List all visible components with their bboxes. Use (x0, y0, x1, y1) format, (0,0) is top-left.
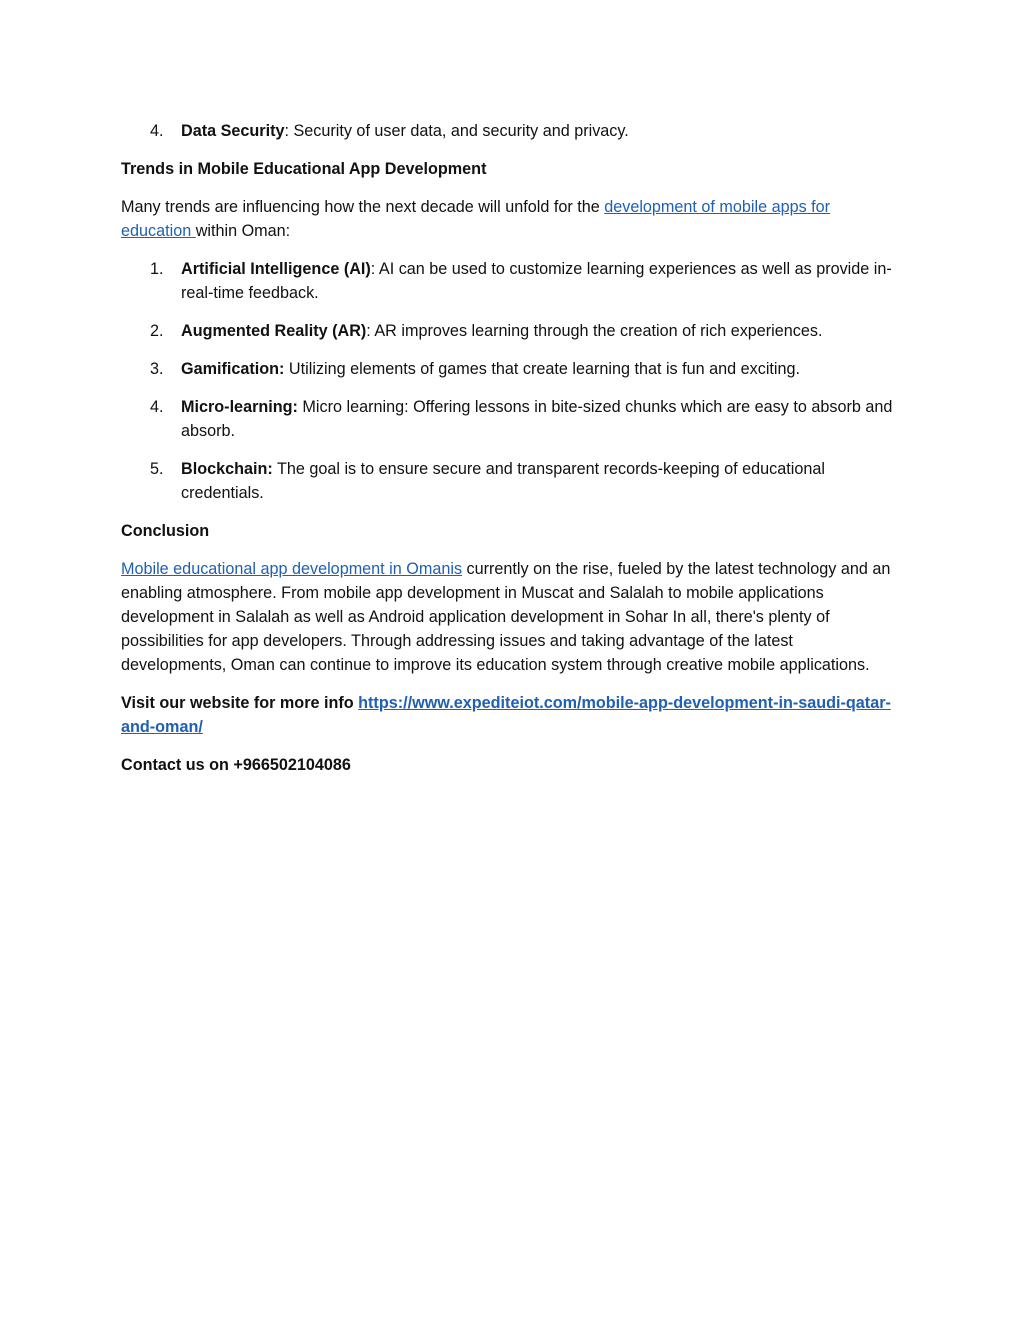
list-text: : AI can be used to customize learning experiences as well as provide in-real-time feedback. (181, 260, 892, 302)
trends-list (121, 257, 896, 505)
security-list (121, 119, 896, 143)
visit-label: Visit our website for more info (121, 694, 359, 712)
conclusion-text: currently on the rise, fueled by the latest technology and an enabling atmosphere. From mobile app development in Muscat and Salalah to mobile applications development in Salalah as well as Android application development in Sohar In all, there's plenty of possibilities for app developers. Through addressing issues and taking advantage of the latest developments, Oman can continue to improve its education system through creative mobile applications. (121, 560, 891, 674)
list-term: Augmented Reality (AR) (181, 322, 367, 340)
document-content (121, 119, 896, 791)
conclusion-heading: Conclusion (121, 522, 210, 540)
list-term: Micro-learning: (181, 398, 298, 416)
list-term: Gamification: (181, 360, 285, 378)
trends-intro-after: within Oman: (195, 222, 291, 240)
list-text: : Security of user data, and security and privacy. (284, 122, 629, 140)
list-number: 4. (150, 398, 164, 416)
list-item-gamification (121, 357, 896, 381)
trends-intro (121, 195, 896, 243)
development-of-mobile-apps-link[interactable]: development of mobile apps for education (121, 198, 831, 240)
list-text: The goal is to ensure secure and transparent records-keeping of educational credentials. (181, 460, 825, 502)
list-item-data-security (121, 119, 896, 143)
list-item-ar (121, 319, 896, 343)
list-term: Blockchain: (181, 460, 273, 478)
trends-heading: Trends in Mobile Educational App Development (121, 160, 487, 178)
list-item-micro-learning (121, 395, 896, 443)
list-number: 4. (150, 122, 164, 140)
contact-line: Contact us on +966502104086 (121, 756, 351, 774)
list-term: Data Security (181, 122, 285, 140)
mobile-educational-app-link[interactable]: Mobile educational app development in Omanis (121, 560, 463, 578)
list-item-ai (121, 257, 896, 305)
list-text: Utilizing elements of games that create learning that is fun and exciting. (284, 360, 801, 378)
website-url-link[interactable]: https://www.expediteiot.com/mobile-app-development-in-saudi-qatar-and-oman/ (121, 694, 891, 736)
list-number: 1. (150, 260, 164, 278)
conclusion-paragraph (121, 557, 896, 677)
list-text: : AR improves learning through the creation of rich experiences. (366, 322, 823, 340)
list-text: Micro learning: Offering lessons in bite-sized chunks which are easy to absorb and absorb. (181, 398, 893, 440)
list-number: 3. (150, 360, 164, 378)
trends-intro-before: Many trends are influencing how the next decade will unfold for the (121, 198, 605, 216)
visit-paragraph (121, 691, 896, 739)
list-number: 2. (150, 322, 164, 340)
list-item-blockchain (121, 457, 896, 505)
list-number: 5. (150, 460, 164, 478)
list-term: Artificial Intelligence (AI) (181, 260, 371, 278)
